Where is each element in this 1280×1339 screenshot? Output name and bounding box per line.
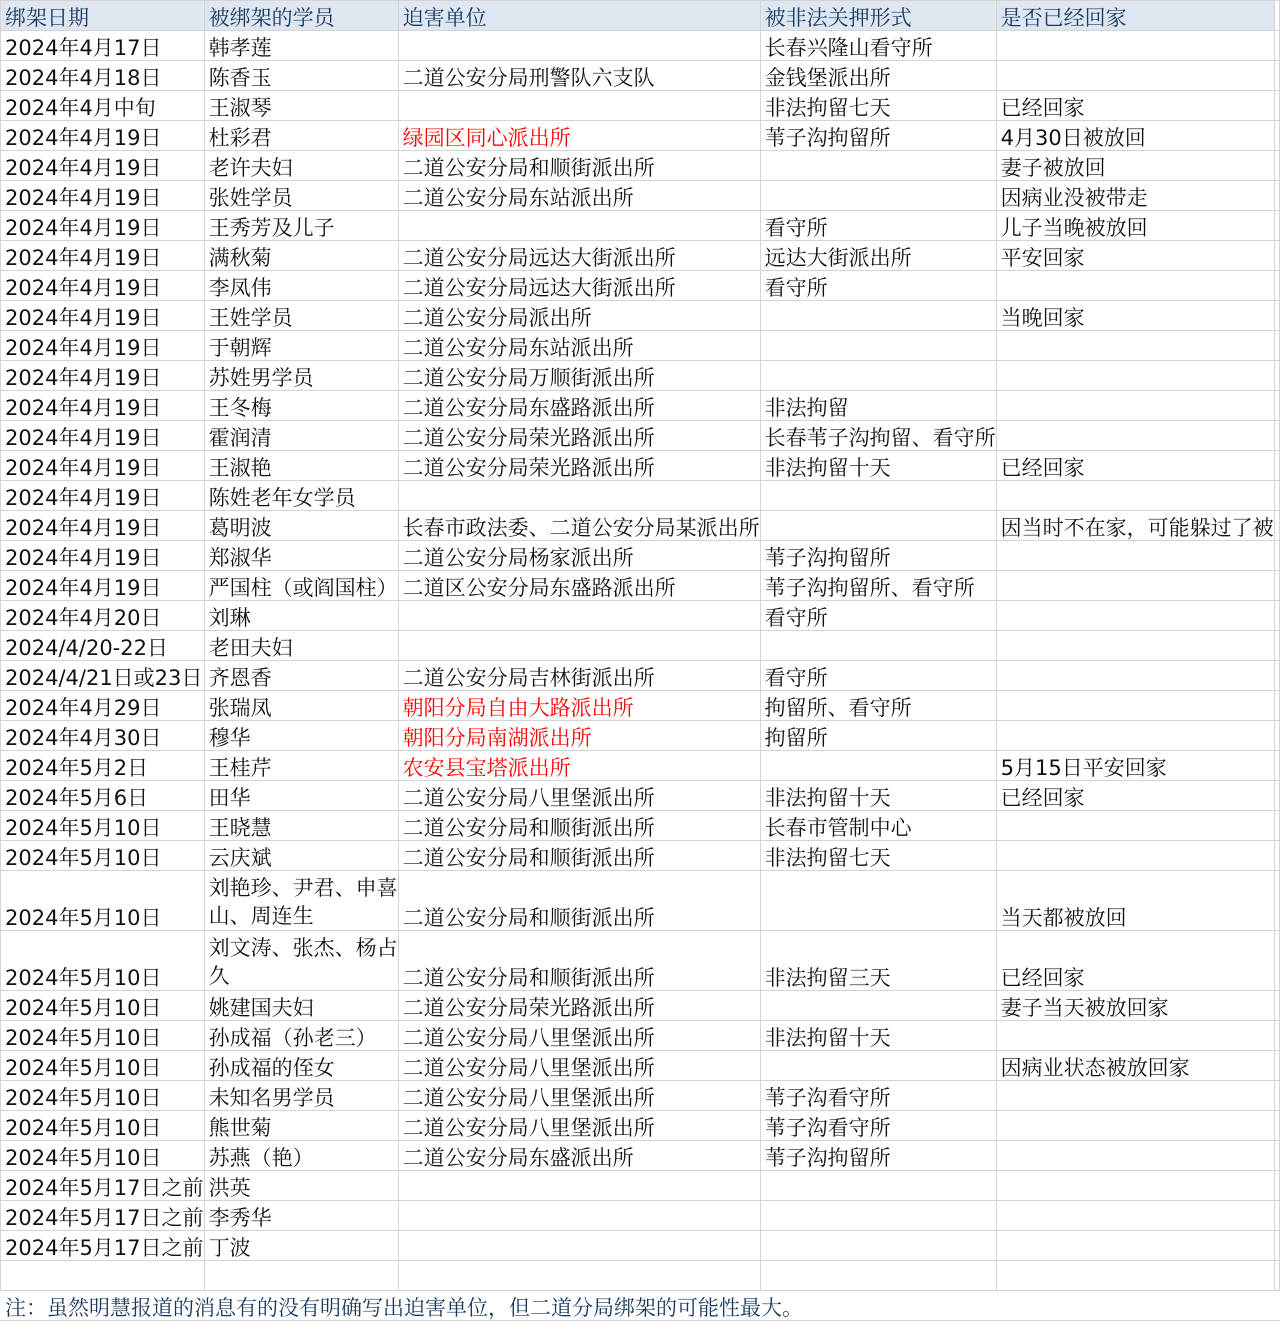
table-row: [1, 661, 1280, 691]
cell-unit[interactable]: 绿园区同心派出所: [398, 121, 760, 151]
cell-name[interactable]: 齐恩香: [204, 661, 398, 691]
cell-unit[interactable]: 二道公安分局东盛路派出所: [398, 391, 760, 421]
cell-name[interactable]: 姚建国夫妇: [204, 991, 398, 1021]
cell-date[interactable]: 2024年4月19日: [1, 331, 205, 361]
table-row: [1, 241, 1280, 271]
cell-detention[interactable]: 拘留所: [760, 721, 996, 751]
cell-empty[interactable]: [1274, 601, 1279, 631]
cell-date[interactable]: 2024年4月19日: [1, 451, 205, 481]
cell-date[interactable]: 2024年4月19日: [1, 301, 205, 331]
cell-unit[interactable]: [398, 211, 760, 241]
table-row: [1, 1051, 1280, 1081]
cell-name[interactable]: 严国柱（或阎国柱）: [204, 571, 398, 601]
cell-name[interactable]: 苏姓男学员: [204, 361, 398, 391]
cell-name[interactable]: 未知名男学员: [204, 1081, 398, 1111]
cell-home[interactable]: [996, 421, 1274, 451]
cell-date[interactable]: 2024年4月19日: [1, 481, 205, 511]
cell-name[interactable]: 刘艳珍、尹君、申喜山、周连生: [204, 871, 398, 931]
cell-unit[interactable]: 二道公安分局万顺街派出所: [398, 361, 760, 391]
cell-empty[interactable]: [1274, 241, 1279, 271]
cell-empty[interactable]: [1274, 1231, 1279, 1261]
cell-empty[interactable]: [760, 1261, 996, 1291]
cell-empty[interactable]: [1274, 1081, 1279, 1111]
cell-home[interactable]: [996, 661, 1274, 691]
cell-name[interactable]: 苏燕（艳）: [204, 1141, 398, 1171]
cell-home[interactable]: [996, 271, 1274, 301]
cell-date[interactable]: 2024年4月19日: [1, 541, 205, 571]
table-row: [1, 1171, 1280, 1201]
cell-detention[interactable]: 苇子沟拘留所: [760, 1141, 996, 1171]
cell-detention[interactable]: [760, 1231, 996, 1261]
cell-empty[interactable]: [1274, 511, 1279, 541]
header-detention[interactable]: 被非法关押形式: [760, 1, 996, 31]
cell-name[interactable]: 葛明波: [204, 511, 398, 541]
cell-empty[interactable]: [1274, 331, 1279, 361]
cell-name[interactable]: 穆华: [204, 721, 398, 751]
cell-unit[interactable]: 二道公安分局荣光路派出所: [398, 421, 760, 451]
cell-empty[interactable]: [1274, 631, 1279, 661]
table-row: [1, 811, 1280, 841]
cell-name[interactable]: 云庆斌: [204, 841, 398, 871]
cell-detention[interactable]: [760, 1201, 996, 1231]
table-row: [1, 691, 1280, 721]
cell-unit[interactable]: 二道公安分局八里堡派出所: [398, 1081, 760, 1111]
cell-date[interactable]: 2024年4月19日: [1, 271, 205, 301]
cell-name[interactable]: 刘文涛、张杰、杨占久: [204, 931, 398, 991]
cell-name[interactable]: 王晓慧: [204, 811, 398, 841]
cell-empty[interactable]: [1274, 871, 1279, 931]
table-row: [1, 361, 1280, 391]
cell-unit[interactable]: 二道公安分局刑警队六支队: [398, 61, 760, 91]
cell-detention[interactable]: 非法拘留十天: [760, 1021, 996, 1051]
cell-empty[interactable]: [996, 1261, 1274, 1291]
cell-empty[interactable]: [1274, 361, 1279, 391]
cell-empty[interactable]: [1274, 91, 1279, 121]
cell-date[interactable]: 2024年4月19日: [1, 361, 205, 391]
cell-unit[interactable]: [398, 1171, 760, 1201]
cell-empty[interactable]: [1274, 211, 1279, 241]
cell-unit[interactable]: 二道公安分局吉林街派出所: [398, 661, 760, 691]
cell-unit[interactable]: 二道公安分局和顺街派出所: [398, 931, 760, 991]
cell-date[interactable]: 2024年4月19日: [1, 241, 205, 271]
cell-unit[interactable]: 二道公安分局荣光路派出所: [398, 991, 760, 1021]
cell-detention[interactable]: 苇子沟拘留所: [760, 121, 996, 151]
cell-home[interactable]: [996, 1201, 1274, 1231]
cell-name[interactable]: 王桂芹: [204, 751, 398, 781]
cell-home[interactable]: [996, 631, 1274, 661]
cell-home[interactable]: 因病业没被带走: [996, 181, 1274, 211]
header-home[interactable]: 是否已经回家: [996, 1, 1274, 31]
cell-unit[interactable]: 二道公安分局远达大街派出所: [398, 241, 760, 271]
cell-unit[interactable]: 朝阳分局自由大路派出所: [398, 691, 760, 721]
cell-date[interactable]: 2024年5月6日: [1, 781, 205, 811]
cell-name[interactable]: 郑淑华: [204, 541, 398, 571]
cell-detention[interactable]: 拘留所、看守所: [760, 691, 996, 721]
cell-date[interactable]: 2024年4月19日: [1, 121, 205, 151]
cell-empty[interactable]: [1274, 451, 1279, 481]
cell-empty[interactable]: [1274, 391, 1279, 421]
cell-date[interactable]: 2024/4/20-22日: [1, 631, 205, 661]
table-row: [1, 1141, 1280, 1171]
cell-empty[interactable]: [1274, 1141, 1279, 1171]
cell-empty[interactable]: [398, 1261, 760, 1291]
cell-name[interactable]: 熊世菊: [204, 1111, 398, 1141]
cell-unit[interactable]: 二道公安分局派出所: [398, 301, 760, 331]
cell-date[interactable]: 2024年5月17日之前: [1, 1171, 205, 1201]
cell-home[interactable]: [996, 61, 1274, 91]
cell-date[interactable]: 2024年5月10日: [1, 931, 205, 991]
cell-empty[interactable]: [1274, 151, 1279, 181]
cell-empty[interactable]: [1274, 661, 1279, 691]
cell-date[interactable]: 2024年4月19日: [1, 211, 205, 241]
footnote: 注：虽然明慧报道的消息有的没有明确写出迫害单位，但二道分局绑架的可能性最大。: [1, 1291, 1280, 1321]
table-row: [1, 151, 1280, 181]
cell-unit[interactable]: [398, 31, 760, 61]
cell-empty[interactable]: [1274, 121, 1279, 151]
cell-date[interactable]: 2024年5月10日: [1, 1021, 205, 1051]
cell-home[interactable]: [996, 841, 1274, 871]
table-row: [1, 211, 1280, 241]
cell-home[interactable]: [996, 601, 1274, 631]
cell-name[interactable]: 满秋菊: [204, 241, 398, 271]
cell-empty[interactable]: [1274, 991, 1279, 1021]
table-row: [1, 331, 1280, 361]
cell-empty[interactable]: [1, 1261, 205, 1291]
cell-home[interactable]: [996, 1021, 1274, 1051]
cell-date[interactable]: 2024年5月10日: [1, 1051, 205, 1081]
cell-empty[interactable]: [1274, 61, 1279, 91]
cell-detention[interactable]: 苇子沟看守所: [760, 1111, 996, 1141]
cell-detention[interactable]: [760, 481, 996, 511]
cell-empty[interactable]: [1274, 1171, 1279, 1201]
cell-empty[interactable]: [1274, 751, 1279, 781]
cell-date[interactable]: 2024年4月19日: [1, 391, 205, 421]
table-row: [1, 991, 1280, 1021]
cell-unit[interactable]: 二道公安分局八里堡派出所: [398, 1111, 760, 1141]
cell-home[interactable]: [996, 1231, 1274, 1261]
cell-unit[interactable]: 二道区公安分局东盛路派出所: [398, 571, 760, 601]
table-row: [1, 391, 1280, 421]
cell-empty[interactable]: [1274, 811, 1279, 841]
table-row: [1, 481, 1280, 511]
cell-date[interactable]: 2024年4月19日: [1, 151, 205, 181]
cell-empty[interactable]: [1274, 571, 1279, 601]
cell-unit[interactable]: 二道公安分局和顺街派出所: [398, 841, 760, 871]
cell-name[interactable]: 老田夫妇: [204, 631, 398, 661]
cell-home[interactable]: [996, 1171, 1274, 1201]
cell-unit[interactable]: 二道公安分局和顺街派出所: [398, 151, 760, 181]
header-unit[interactable]: 迫害单位: [398, 1, 760, 31]
cell-empty[interactable]: [1274, 781, 1279, 811]
cell-detention[interactable]: [760, 751, 996, 781]
cell-empty[interactable]: [1274, 1021, 1279, 1051]
cell-unit[interactable]: 二道公安分局远达大街派出所: [398, 271, 760, 301]
cell-home[interactable]: 当晚回家: [996, 301, 1274, 331]
cell-empty[interactable]: [1274, 481, 1279, 511]
cell-home[interactable]: 妻子被放回: [996, 151, 1274, 181]
cell-detention[interactable]: 看守所: [760, 271, 996, 301]
table-row: [1, 271, 1280, 301]
cell-detention[interactable]: 金钱堡派出所: [760, 61, 996, 91]
cell-unit[interactable]: 朝阳分局南湖派出所: [398, 721, 760, 751]
cell-unit[interactable]: 二道公安分局八里堡派出所: [398, 1051, 760, 1081]
cell-name[interactable]: 王淑琴: [204, 91, 398, 121]
cell-home[interactable]: 4月30日被放回: [996, 121, 1274, 151]
cell-date[interactable]: 2024年5月17日之前: [1, 1201, 205, 1231]
cell-detention[interactable]: 非法拘留七天: [760, 91, 996, 121]
cell-unit[interactable]: 农安县宝塔派出所: [398, 751, 760, 781]
cell-unit[interactable]: 二道公安分局东站派出所: [398, 331, 760, 361]
cell-home[interactable]: 已经回家: [996, 931, 1274, 991]
cell-name[interactable]: 王淑艳: [204, 451, 398, 481]
cell-home[interactable]: 已经回家: [996, 91, 1274, 121]
cell-empty[interactable]: [1274, 1261, 1279, 1291]
cell-date[interactable]: 2024年4月19日: [1, 571, 205, 601]
cell-unit[interactable]: [398, 481, 760, 511]
cell-detention[interactable]: [760, 991, 996, 1021]
cell-name[interactable]: 老许夫妇: [204, 151, 398, 181]
cell-name[interactable]: 韩孝莲: [204, 31, 398, 61]
cell-detention[interactable]: 非法拘留: [760, 391, 996, 421]
cell-empty[interactable]: [1274, 931, 1279, 991]
cell-date[interactable]: 2024年5月17日之前: [1, 1231, 205, 1261]
header-date[interactable]: 绑架日期: [1, 1, 205, 31]
cell-unit[interactable]: [398, 631, 760, 661]
empty-row: [1, 1261, 1280, 1291]
cell-home[interactable]: 已经回家: [996, 451, 1274, 481]
cell-detention[interactable]: 苇子沟看守所: [760, 1081, 996, 1111]
cell-name[interactable]: 杜彩君: [204, 121, 398, 151]
cell-detention[interactable]: 看守所: [760, 601, 996, 631]
cell-date[interactable]: 2024年4月18日: [1, 61, 205, 91]
cell-home[interactable]: [996, 391, 1274, 421]
cell-name[interactable]: 王秀芳及儿子: [204, 211, 398, 241]
cell-detention[interactable]: 长春市管制中心: [760, 811, 996, 841]
cell-empty[interactable]: [1274, 301, 1279, 331]
cell-empty[interactable]: [1274, 1051, 1279, 1081]
cell-date[interactable]: 2024年4月19日: [1, 421, 205, 451]
cell-empty[interactable]: [1274, 31, 1279, 61]
cell-detention[interactable]: [760, 301, 996, 331]
cell-name[interactable]: 张瑞凤: [204, 691, 398, 721]
cell-empty[interactable]: [1274, 421, 1279, 451]
cell-unit[interactable]: [398, 1231, 760, 1261]
cell-date[interactable]: 2024年4月20日: [1, 601, 205, 631]
cell-unit[interactable]: [398, 1201, 760, 1231]
cell-date[interactable]: 2024年4月19日: [1, 511, 205, 541]
cell-unit[interactable]: 二道公安分局东站派出所: [398, 181, 760, 211]
table-row: [1, 91, 1280, 121]
table-row: [1, 721, 1280, 751]
table-row: [1, 781, 1280, 811]
cell-home[interactable]: [996, 721, 1274, 751]
cell-empty[interactable]: [1274, 181, 1279, 211]
table-row: [1, 1201, 1280, 1231]
header-row: [1, 1, 1280, 31]
cell-home[interactable]: [996, 481, 1274, 511]
cell-home[interactable]: [996, 331, 1274, 361]
cell-name[interactable]: 张姓学员: [204, 181, 398, 211]
table-row: [1, 31, 1280, 61]
cell-date[interactable]: 2024年4月29日: [1, 691, 205, 721]
table-row: [1, 631, 1280, 661]
cell-home[interactable]: 儿子当晚被放回: [996, 211, 1274, 241]
cell-detention[interactable]: 苇子沟拘留所: [760, 541, 996, 571]
cell-date[interactable]: 2024年4月19日: [1, 181, 205, 211]
table-row: [1, 601, 1280, 631]
cell-date[interactable]: 2024年5月10日: [1, 991, 205, 1021]
cell-detention[interactable]: [760, 331, 996, 361]
cell-detention[interactable]: 非法拘留十天: [760, 781, 996, 811]
cell-home[interactable]: [996, 1111, 1274, 1141]
cell-empty[interactable]: [1274, 1111, 1279, 1141]
cell-empty[interactable]: [1274, 841, 1279, 871]
table-row: [1, 931, 1280, 991]
table-row: [1, 301, 1280, 331]
cell-date[interactable]: 2024年5月10日: [1, 871, 205, 931]
table-row: [1, 451, 1280, 481]
cell-unit[interactable]: [398, 91, 760, 121]
table-row: [1, 841, 1280, 871]
cell-detention[interactable]: [760, 511, 996, 541]
cell-name[interactable]: 王姓学员: [204, 301, 398, 331]
cell-unit[interactable]: 二道公安分局杨家派出所: [398, 541, 760, 571]
table-row: [1, 541, 1280, 571]
cell-name[interactable]: 王冬梅: [204, 391, 398, 421]
cell-unit[interactable]: 二道公安分局荣光路派出所: [398, 451, 760, 481]
table-row: [1, 181, 1280, 211]
cell-home[interactable]: [996, 811, 1274, 841]
table-row: [1, 1081, 1280, 1111]
cell-detention[interactable]: 长春苇子沟拘留、看守所: [760, 421, 996, 451]
cell-name[interactable]: 孙成福（孙老三）: [204, 1021, 398, 1051]
cell-unit[interactable]: 二道公安分局八里堡派出所: [398, 781, 760, 811]
cell-date[interactable]: 2024年4月30日: [1, 721, 205, 751]
table-row: [1, 571, 1280, 601]
cell-date[interactable]: 2024年4月17日: [1, 31, 205, 61]
cell-name[interactable]: 霍润清: [204, 421, 398, 451]
cell-date[interactable]: 2024年5月10日: [1, 811, 205, 841]
cell-home[interactable]: [996, 361, 1274, 391]
cell-home[interactable]: [996, 1081, 1274, 1111]
cell-home[interactable]: 已经回家: [996, 781, 1274, 811]
cell-unit[interactable]: 二道公安分局八里堡派出所: [398, 1021, 760, 1051]
cell-detention[interactable]: [760, 151, 996, 181]
cell-unit[interactable]: 长春市政法委、二道公安分局某派出所: [398, 511, 760, 541]
cell-date[interactable]: 2024年5月10日: [1, 1111, 205, 1141]
cell-detention[interactable]: 非法拘留七天: [760, 841, 996, 871]
cell-empty[interactable]: [1274, 721, 1279, 751]
cell-name[interactable]: 孙成福的侄女: [204, 1051, 398, 1081]
cell-detention[interactable]: [760, 871, 996, 931]
note-row: [1, 1291, 1280, 1321]
cell-home[interactable]: [996, 541, 1274, 571]
table-row: [1, 421, 1280, 451]
cell-detention[interactable]: [760, 181, 996, 211]
cell-unit[interactable]: 二道公安分局和顺街派出所: [398, 871, 760, 931]
table-row: [1, 121, 1280, 151]
cell-detention[interactable]: [760, 1171, 996, 1201]
cell-detention[interactable]: 非法拘留三天: [760, 931, 996, 991]
cell-home[interactable]: 当天都被放回: [996, 871, 1274, 931]
cell-date[interactable]: 2024年5月10日: [1, 1081, 205, 1111]
cell-name[interactable]: 陈姓老年女学员: [204, 481, 398, 511]
table-row: [1, 751, 1280, 781]
cell-home[interactable]: 因病业状态被放回家: [996, 1051, 1274, 1081]
cell-detention[interactable]: 看守所: [760, 211, 996, 241]
table-row: [1, 1111, 1280, 1141]
cell-name[interactable]: 李秀华: [204, 1201, 398, 1231]
cell-empty[interactable]: [1274, 271, 1279, 301]
cell-detention[interactable]: 看守所: [760, 661, 996, 691]
header-name[interactable]: 被绑架的学员: [204, 1, 398, 31]
cell-detention[interactable]: 长春兴隆山看守所: [760, 31, 996, 61]
cell-name[interactable]: 丁波: [204, 1231, 398, 1261]
cell-date[interactable]: 2024年5月10日: [1, 1141, 205, 1171]
cell-name[interactable]: 陈香玉: [204, 61, 398, 91]
cell-home[interactable]: 5月15日平安回家: [996, 751, 1274, 781]
cell-detention[interactable]: [760, 631, 996, 661]
cell-home[interactable]: 妻子当天被放回家: [996, 991, 1274, 1021]
header-empty-cell[interactable]: [1274, 1, 1279, 31]
cell-date[interactable]: 2024年4月中旬: [1, 91, 205, 121]
cell-detention[interactable]: 非法拘留十天: [760, 451, 996, 481]
table-row: [1, 871, 1280, 931]
cell-empty[interactable]: [1274, 541, 1279, 571]
cell-home[interactable]: 因当时不在家，可能躲过了被: [996, 511, 1274, 541]
cell-date[interactable]: 2024/4/21日或23日: [1, 661, 205, 691]
cell-detention[interactable]: 远达大街派出所: [760, 241, 996, 271]
cell-home[interactable]: [996, 691, 1274, 721]
cell-date[interactable]: 2024年5月10日: [1, 841, 205, 871]
cell-detention[interactable]: [760, 1051, 996, 1081]
cell-unit[interactable]: 二道公安分局和顺街派出所: [398, 811, 760, 841]
cell-home[interactable]: 平安回家: [996, 241, 1274, 271]
cell-detention[interactable]: [760, 361, 996, 391]
cell-name[interactable]: 于朝辉: [204, 331, 398, 361]
cell-home[interactable]: [996, 31, 1274, 61]
table-row: [1, 511, 1280, 541]
table-row: [1, 61, 1280, 91]
cell-unit[interactable]: [398, 601, 760, 631]
cell-name[interactable]: 李凤伟: [204, 271, 398, 301]
table-row: [1, 1231, 1280, 1261]
cell-home[interactable]: [996, 1141, 1274, 1171]
cell-name[interactable]: 洪英: [204, 1171, 398, 1201]
cell-name[interactable]: 田华: [204, 781, 398, 811]
cell-empty[interactable]: [204, 1261, 398, 1291]
cell-empty[interactable]: [1274, 691, 1279, 721]
cell-unit[interactable]: 二道公安分局东盛派出所: [398, 1141, 760, 1171]
table-row: [1, 1021, 1280, 1051]
cell-home[interactable]: [996, 571, 1274, 601]
cell-empty[interactable]: [1274, 1201, 1279, 1231]
cell-detention[interactable]: 苇子沟拘留所、看守所: [760, 571, 996, 601]
cell-date[interactable]: 2024年5月2日: [1, 751, 205, 781]
cell-name[interactable]: 刘琳: [204, 601, 398, 631]
